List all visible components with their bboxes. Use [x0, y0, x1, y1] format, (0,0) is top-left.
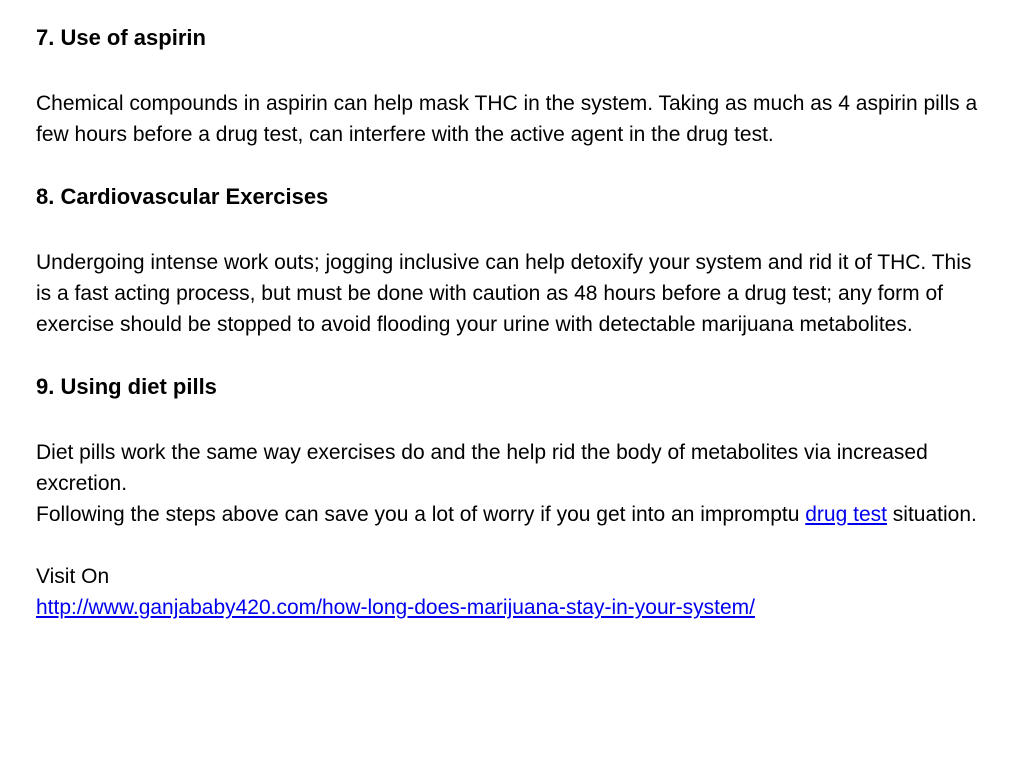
spacer	[36, 150, 986, 181]
closing-text-after: situation.	[886, 503, 977, 526]
document-body	[36, 22, 986, 623]
visit-url-link[interactable]: http://www.ganjababy420.com/how-long-does-marijuana-stay-in-your-system/	[36, 596, 755, 619]
spacer	[36, 402, 986, 437]
closing-paragraph	[36, 499, 986, 530]
spacer	[36, 340, 986, 371]
closing-text-before: Following the steps above can save you a lot of worry if you get into an impromptu	[36, 503, 806, 526]
section-heading-diet-pills: 9. Using diet pills	[36, 374, 217, 399]
spacer	[36, 212, 986, 247]
visit-label: Visit On	[36, 565, 110, 588]
spacer	[36, 53, 986, 88]
section-heading-cardio: 8. Cardiovascular Exercises	[36, 184, 329, 209]
section-body-cardio: Undergoing intense work outs; jogging inclusive can help detoxify your system and rid it of THC. This is a fast acting process, but must be done with caution as 48 hours before a drug test; any form of exercise should be stopped to avoid flooding your urine with detectable marijuana metabolites.	[36, 251, 972, 336]
section-body-aspirin: Chemical compounds in aspirin can help mask THC in the system. Taking as much as 4 aspirin pills a few hours before a drug test, can interfere with the active agent in the drug test.	[36, 92, 978, 146]
drug-test-link[interactable]: drug test	[805, 503, 887, 526]
visit-url-paragraph	[36, 592, 986, 623]
section-body-diet-pills: Diet pills work the same way exercises do and the help rid the body of metabolites via increased excretion.	[36, 441, 928, 495]
section-heading-aspirin: 7. Use of aspirin	[36, 25, 206, 50]
spacer	[36, 530, 986, 561]
